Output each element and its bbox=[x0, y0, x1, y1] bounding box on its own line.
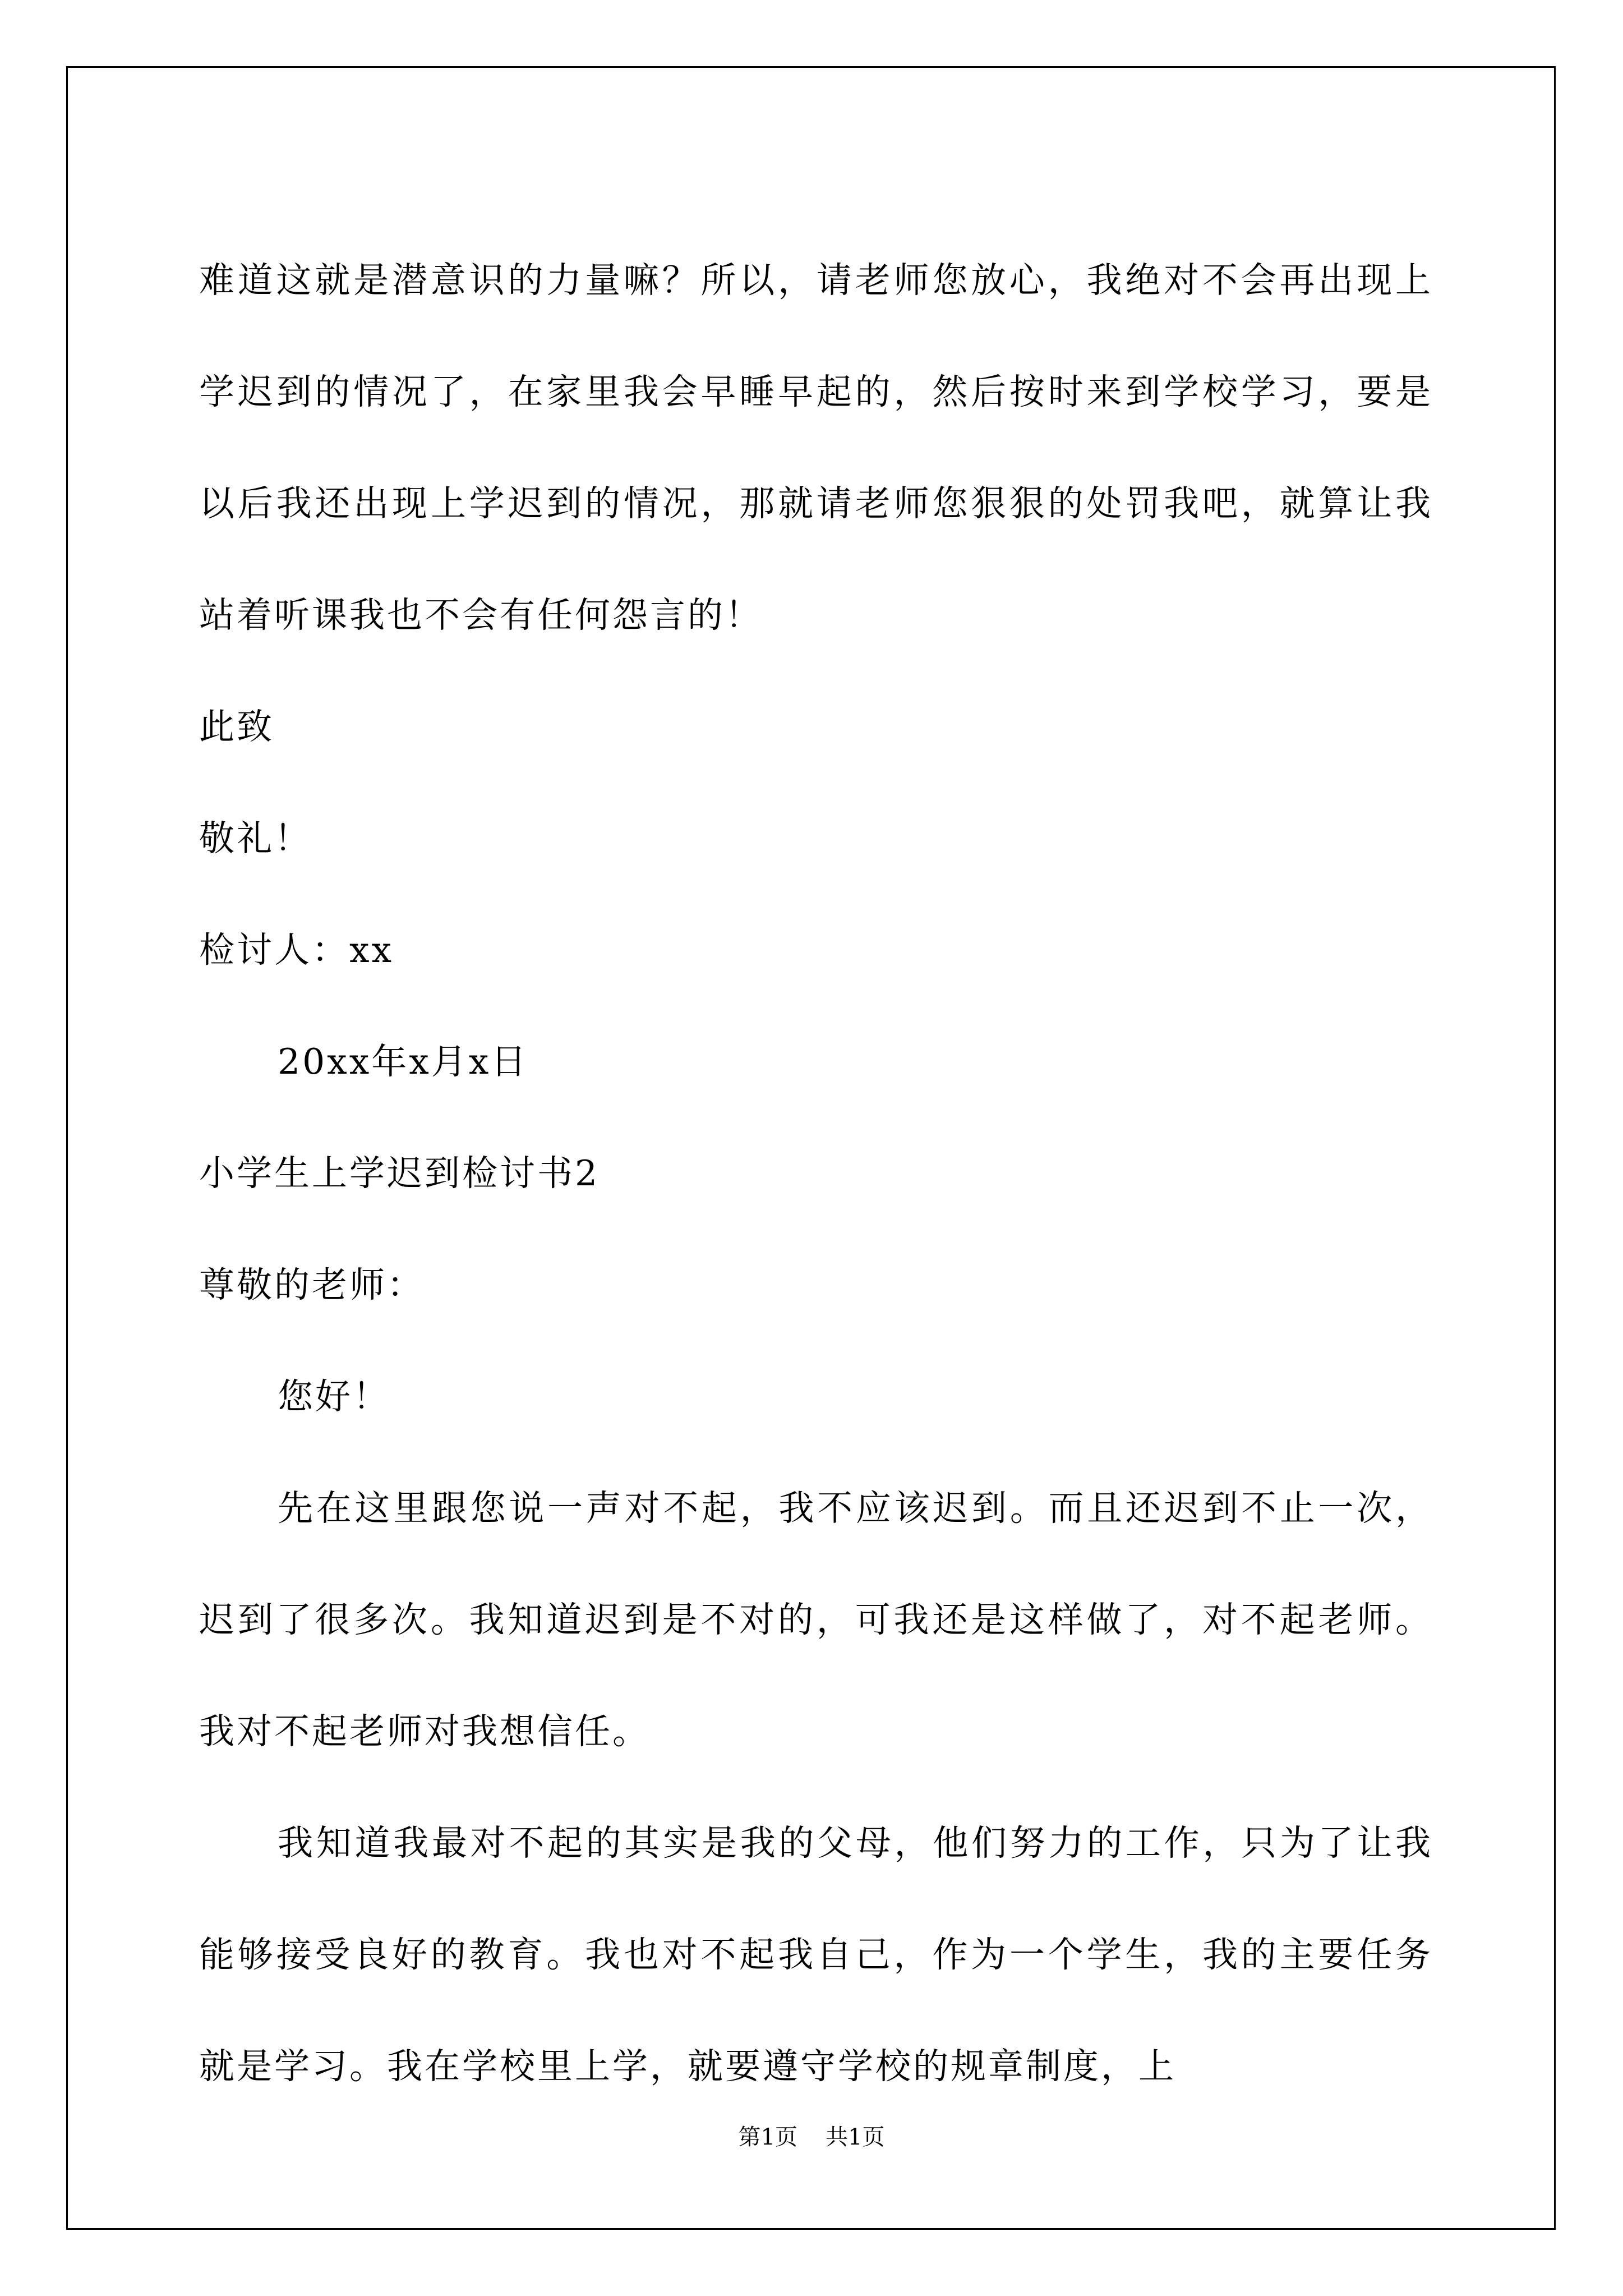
date-line: 20xx年x月x日 bbox=[278, 1041, 529, 1082]
greeting: 您好！ bbox=[278, 1376, 390, 1417]
closing-salute: 敬礼！ bbox=[199, 818, 312, 859]
page-total: 共1页 bbox=[826, 2124, 885, 2150]
document-body bbox=[199, 224, 1433, 2122]
salutation: 尊敬的老师： bbox=[199, 1264, 425, 1305]
closing-line: 此致 bbox=[199, 706, 274, 747]
paragraph: 我知道我最对不起的其实是我的父母，他们努力的工作，只为了让我能够接受良好的教育。我也对不起我自己，作为一个学生，我的主要任务就是学习。我在学校里上学，就要遵守学校的规章制度，上 bbox=[199, 1823, 1433, 2087]
page-footer bbox=[0, 2120, 1623, 2154]
signer-line: 检讨人：xx bbox=[199, 930, 394, 970]
section-title: 小学生上学迟到检讨书2 bbox=[199, 1153, 600, 1194]
paragraph: 先在这里跟您说一声对不起，我不应该迟到。而且还迟到不止一次，迟到了很多次。我知道迟到是不对的，可我还是这样做了，对不起老师。我对不起老师对我想信任。 bbox=[199, 1488, 1433, 1752]
page-number: 第1页 bbox=[738, 2124, 797, 2150]
paragraph: 难道这就是潜意识的力量嘛？所以，请老师您放心，我绝对不会再出现上学迟到的情况了，在家里我会早睡早起的，然后按时来到学校学习，要是以后我还出现上学迟到的情况，那就请老师您狠狠的处罚我吧，就算让我站着听课我也不会有任何怨言的！ bbox=[199, 260, 1433, 636]
